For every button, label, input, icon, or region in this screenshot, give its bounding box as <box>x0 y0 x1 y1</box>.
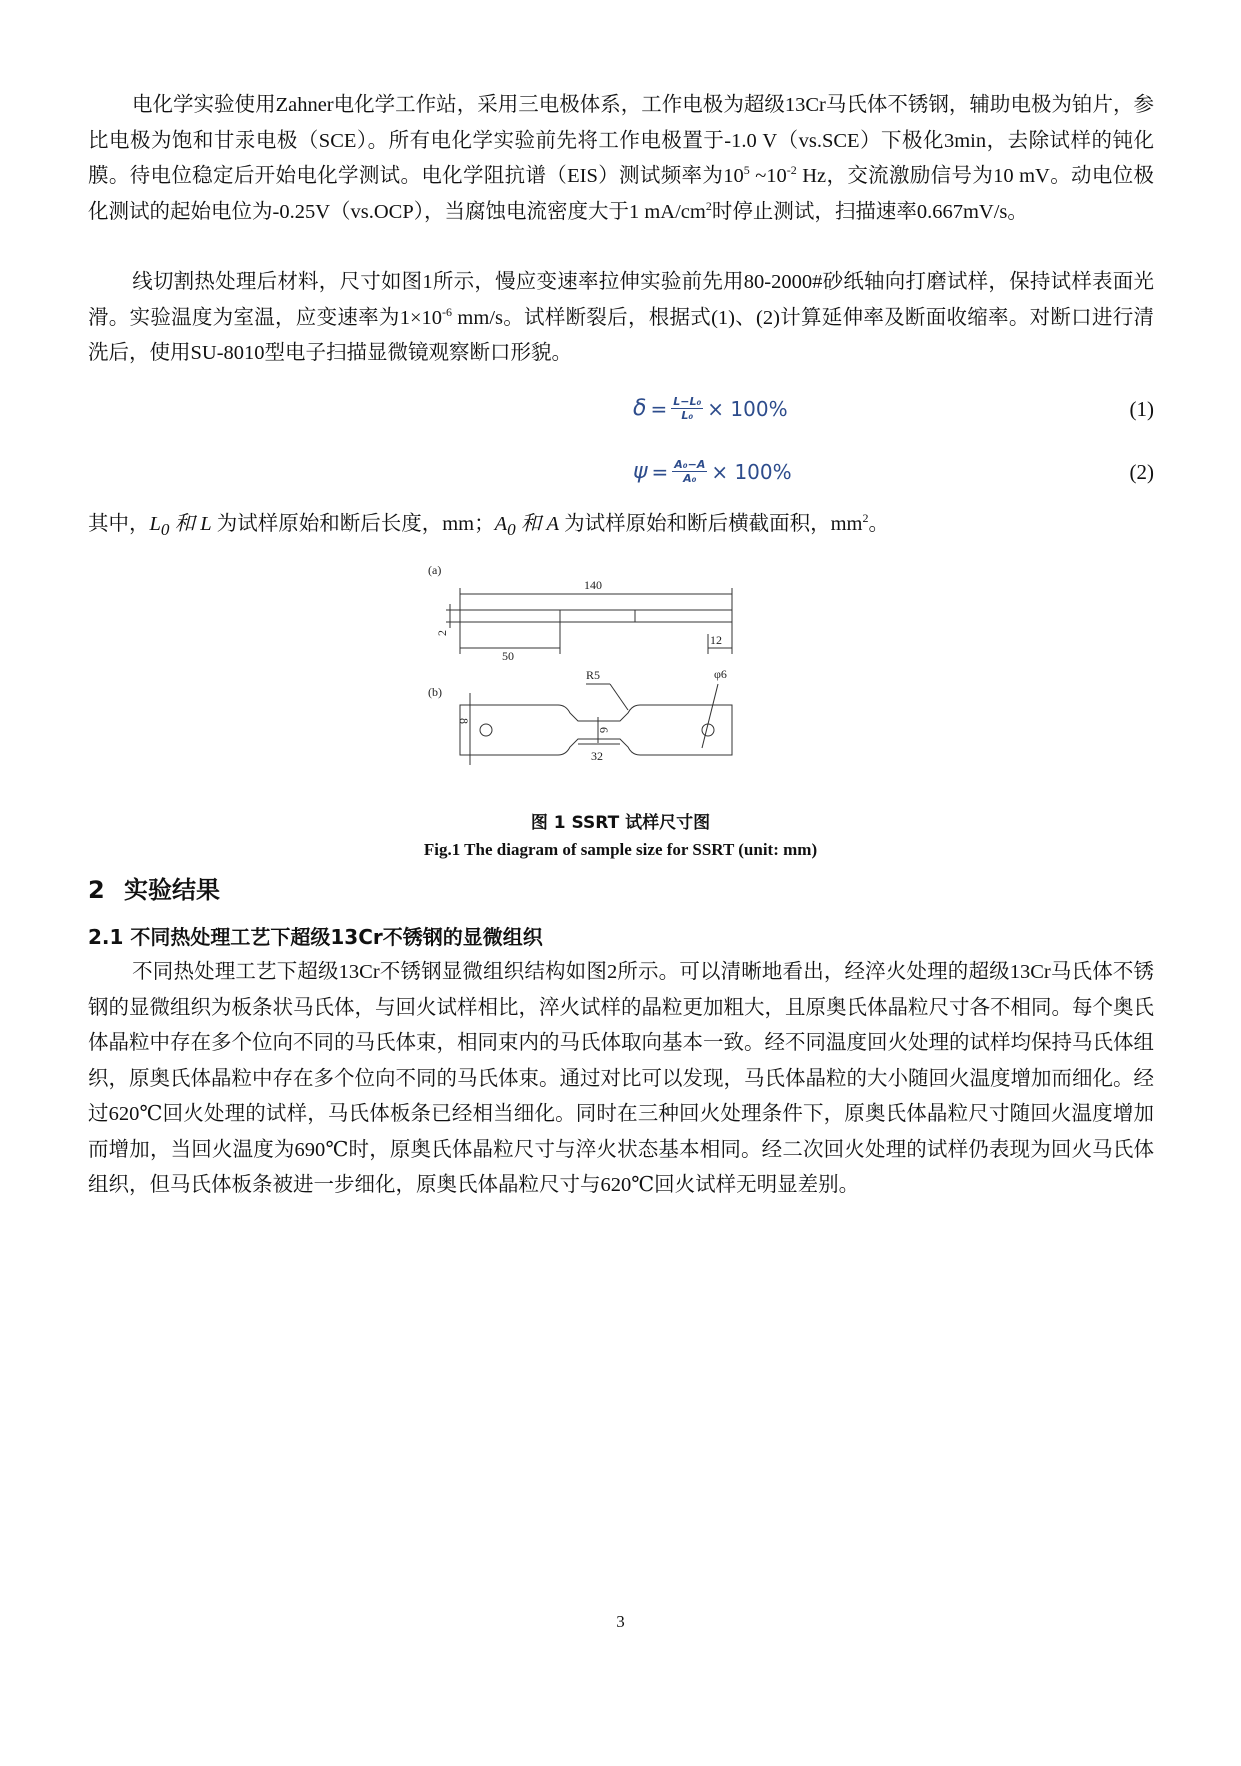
equation-2-number: (2) <box>1129 460 1154 484</box>
paragraph-electrochem: 电化学实验使用Zahner电化学工作站，采用三电极体系，工作电极为超级13Cr马氏体不锈钢，辅助电极为铂片，参比电极为饱和甘汞电极（SCE）。所有电化学实验前先将工作电极置于-1.0 V（vs.SCE）下极化3min，去除试样的钝化膜。待电位稳定后开始电化学测试。电化学阻抗谱（EIS）测试频率为$10^5$ $\sim 10^{-2}$ Hz，交流激励信号为10 mV。动电位极化测试的起始电位为-0.25V（vs.OCP），当腐蚀电流密度大于1 $mA/cm^2$时停止测试，扫描速率0.667mV/s。 <box>88 94 1155 223</box>
paragraph-symbols: 其中，$L_0$ 和 L 为试样原始和断后长度，mm；$A_0$ 和 A 为试样原始和断后横截面积，$mm^2$。 <box>88 511 889 540</box>
leader-phi6 <box>702 684 718 748</box>
equation-2 <box>88 458 1154 498</box>
fig-label-b: (b) <box>428 685 442 699</box>
dogbone-outline <box>460 705 732 755</box>
fig-dim-12: 12 <box>710 633 722 647</box>
fig-dim-2: 2 <box>435 630 449 636</box>
page-number: 3 <box>616 1612 625 1631</box>
fig-dim-50: 50 <box>502 649 514 663</box>
leader-r5-b <box>610 684 628 710</box>
paragraph-ssrt: 线切割热处理后材料，尺寸如图1所示，慢应变速率拉伸实验前先用80-2000#砂纸轴向打磨试样，保持试样表面光滑。实验温度为室温，应变速率为$1\times 10^{-6}$ mm/s。试样断裂后，根据式(1)、(2)计算延伸率及断面收缩率。对断口进行清洗后，使用SU-8010型电子扫描显微镜观察断口形貌。 <box>88 271 1155 364</box>
equation-2-body: ψ = $\frac{\text{A₀−A}}{\text{A₀}}$ × 100% <box>633 458 792 485</box>
paragraph-microstructure: 不同热处理工艺下超级13Cr不锈钢显微组织结构如图2所示。可以清晰地看出，经淬火处理的超级13Cr马氏体不锈钢的显微组织为板条状马氏体，与回火试样相比，淬火试样的晶粒更加粗大，且原奥氏体晶粒尺寸各不相同。每个奥氏体晶粒中存在多个位向不同的马氏体束，相同束内的马氏体取向基本一致。经不同温度回火处理的试样均保持马氏体组织，原奥氏体晶粒中存在多个位向不同的马氏体束。通过对比可以发现，马氏体晶粒的大小随回火温度增加而细化。经过620℃回火处理的试样，马氏体板条已经相当细化。同时在三种回火处理条件下，原奥氏体晶粒尺寸随回火温度增加而增加，当回火温度为690℃时，原奥氏体晶粒尺寸与淬火状态基本相同。经二次回火处理的试样仍表现为回火马氏体组织，但马氏体板条被进一步细化，原奥氏体晶粒尺寸与620℃回火试样无明显差别。 <box>88 961 1154 1196</box>
figure-caption-zh: 图 1 SSRT 试样尺寸图 <box>530 813 711 833</box>
bar-a-body <box>460 610 732 622</box>
p1-text: 电化学实验使用Zahner电化学工作站，采用三电极体系，工作电极为超级13Cr马氏体不锈钢，辅助电极为铂片，参比电极为饱和甘汞电极（SCE）。所有电化学实验前先将工作电极置于-1.0 V（vs.SCE）下极化3min，去除试样的钝化膜。待电位稳定后开始电化学测试。电化学阻抗谱（EIS）测试频率为 <box>88 94 1154 187</box>
fig-dim-32: 32 <box>591 749 603 763</box>
equation-1-fraction: $\frac{\text{L−L₀}}{\text{L₀}}$ <box>673 395 702 422</box>
figure-caption-en: Fig.1 The diagram of sample size for SSRT (unit: mm) <box>423 840 818 859</box>
section-heading: 2 实验结果 <box>88 876 220 904</box>
fig-dim-140: 140 <box>584 578 602 592</box>
fig-dim-r5: R5 <box>586 668 601 682</box>
hole-left <box>480 724 492 736</box>
fig-label-a: (a) <box>428 563 442 577</box>
equation-1 <box>88 395 1154 435</box>
fig-dim-6: 6 <box>597 727 611 733</box>
equation-1-body: δ = $\frac{\text{L−L₀}}{\text{L₀}}$ × 100% <box>633 395 788 422</box>
fig-dim-8: 8 <box>457 718 471 724</box>
subsection-heading: 2.1 不同热处理工艺下超级13Cr不锈钢的显微组织 <box>88 925 543 949</box>
sample-size-figure <box>420 560 820 790</box>
equation-1-number: (1) <box>1129 397 1154 421</box>
equation-2-fraction: $\frac{\text{A₀−A}}{\text{A₀}}$ <box>674 458 706 485</box>
fig-dim-phi6: φ6 <box>714 667 727 681</box>
